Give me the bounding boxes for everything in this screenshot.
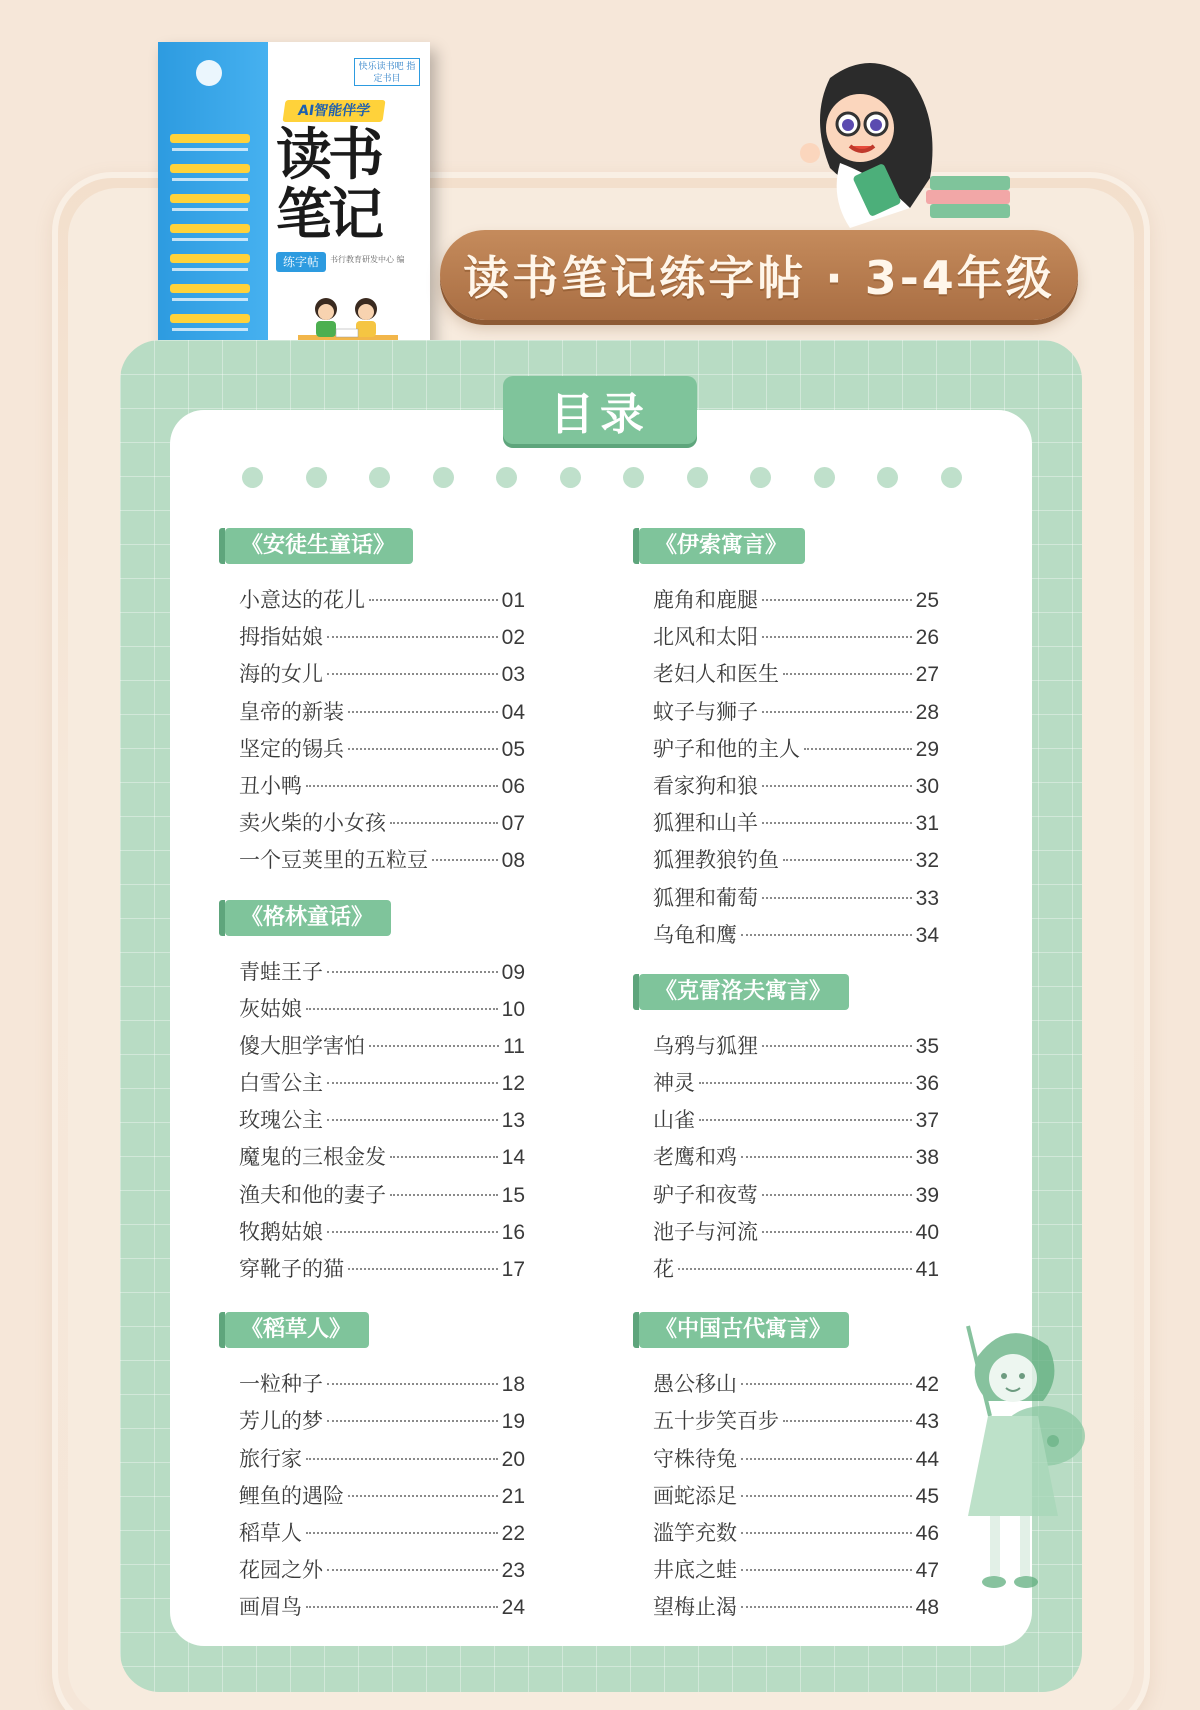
toc-entry[interactable] (239, 1141, 525, 1178)
entry-title: 山雀 (653, 1108, 695, 1133)
girl-reading-illustration (790, 58, 1010, 233)
entry-page-number: 43 (915, 1410, 939, 1434)
toc-entry[interactable] (653, 1443, 939, 1480)
dot-leader (762, 785, 912, 787)
entry-page-number: 33 (915, 886, 939, 910)
entry-page-number: 41 (915, 1258, 939, 1281)
entry-page-number: 28 (915, 700, 939, 724)
dot-leader (762, 711, 912, 713)
entry-page-number: 04 (501, 700, 525, 724)
toc-entry[interactable] (239, 1179, 525, 1216)
entry-page-number: 37 (915, 1109, 939, 1133)
dot-leader (741, 1458, 912, 1460)
toc-entry[interactable] (653, 1554, 939, 1591)
toc-entry[interactable] (239, 696, 525, 733)
entry-title: 坚定的锡兵 (239, 736, 344, 761)
entry-page-number: 01 (501, 589, 525, 612)
dot-leader (390, 1194, 498, 1196)
dot-leader (369, 599, 498, 601)
entry-page-number: 11 (503, 1034, 525, 1058)
entry-title: 滥竽充数 (653, 1520, 737, 1545)
dot-leader (327, 1082, 498, 1084)
entry-page-number: 12 (501, 1072, 525, 1096)
toc-entry[interactable] (239, 1405, 525, 1442)
toc-entry[interactable] (239, 733, 525, 770)
toc-entry[interactable] (653, 1104, 939, 1141)
toc-entry[interactable] (653, 1253, 939, 1290)
entry-title: 玫瑰公主 (239, 1108, 323, 1133)
entry-page-number: 02 (501, 626, 525, 650)
toc-entry[interactable] (653, 770, 939, 807)
dot-leader (348, 1268, 498, 1270)
toc-entry[interactable] (653, 1179, 939, 1216)
entry-title: 一粒种子 (239, 1372, 323, 1397)
entry-page-number: 34 (915, 923, 939, 947)
decorative-dots (242, 467, 962, 489)
entry-title: 鲤鱼的遇险 (239, 1483, 344, 1508)
toc-title: 目录 (550, 389, 650, 440)
section-heading: 《安徒生童话》 (225, 528, 413, 564)
entry-page-number: 22 (501, 1521, 525, 1545)
toc-entry[interactable] (239, 1216, 525, 1253)
toc-entry[interactable] (653, 1216, 939, 1253)
toc-entry[interactable] (239, 658, 525, 695)
entry-title: 望梅止渴 (653, 1595, 737, 1620)
entry-page-number: 06 (501, 774, 525, 798)
book-author: 书行教育研发中心 编 (330, 255, 405, 264)
dot-leader (369, 1045, 499, 1047)
dot-leader (762, 822, 912, 824)
entry-title: 愚公移山 (653, 1372, 737, 1397)
entry-page-number: 42 (915, 1373, 939, 1397)
painter-girl-illustration (948, 1306, 1088, 1606)
entry-page-number: 40 (915, 1220, 939, 1244)
entry-page-number: 38 (915, 1146, 939, 1170)
toc-entry[interactable] (653, 1480, 939, 1517)
book-badge: 快乐读书吧 指定书目 (354, 58, 420, 86)
entry-page-number: 46 (915, 1521, 939, 1545)
toc-entry[interactable] (653, 696, 939, 733)
entry-list (639, 1030, 939, 1290)
entry-page-number: 29 (915, 737, 939, 761)
dot-leader (390, 822, 498, 824)
dot-leader (327, 1119, 498, 1121)
entry-page-number: 13 (501, 1109, 525, 1133)
toc-entry[interactable] (653, 1067, 939, 1104)
entry-page-number: 31 (915, 812, 939, 836)
entry-title: 灰姑娘 (239, 996, 302, 1021)
toc-section (225, 528, 525, 882)
toc-entry[interactable] (239, 1030, 525, 1067)
entry-title: 乌鸦与狐狸 (653, 1033, 758, 1058)
dot-leader (699, 1119, 912, 1121)
toc-column-right (639, 528, 939, 1629)
dot-leader (327, 971, 498, 973)
toc-entry[interactable] (653, 919, 939, 956)
toc-section (639, 1312, 939, 1628)
entry-list (639, 1368, 939, 1628)
dot-leader (306, 1606, 498, 1608)
toc-entry[interactable] (239, 584, 525, 621)
entry-title: 牧鹅姑娘 (239, 1219, 323, 1244)
dot-leader (741, 1532, 912, 1534)
entry-page-number: 05 (501, 737, 525, 761)
entry-title: 海的女儿 (239, 662, 323, 687)
entry-list (225, 584, 525, 882)
section-heading: 《稻草人》 (225, 1312, 369, 1348)
dot-leader (741, 1156, 912, 1158)
entry-title: 稻草人 (239, 1520, 302, 1545)
toc-section (639, 528, 939, 956)
entry-title: 魔鬼的三根金发 (239, 1145, 386, 1170)
entry-title: 狐狸和山羊 (653, 811, 758, 836)
toc-entry[interactable] (653, 733, 939, 770)
entry-title: 五十步笑百步 (653, 1409, 779, 1434)
entry-page-number: 39 (915, 1183, 939, 1207)
toc-entry[interactable] (653, 1368, 939, 1405)
entry-page-number: 18 (501, 1373, 525, 1397)
entry-title: 芳儿的梦 (239, 1409, 323, 1434)
entry-page-number: 32 (915, 849, 939, 873)
entry-page-number: 25 (915, 589, 939, 612)
dot-leader (762, 897, 912, 899)
entry-title: 花 (653, 1257, 674, 1281)
entry-title: 傻大胆学害怕 (239, 1033, 365, 1058)
entry-page-number: 19 (501, 1410, 525, 1434)
book-ai-label: AI智能伴学 (282, 100, 385, 122)
entry-page-number: 09 (501, 960, 525, 984)
book-subtitle: 练字帖 (276, 252, 326, 272)
toc-entry[interactable] (239, 1554, 525, 1591)
book-title (276, 123, 426, 248)
entry-title: 旅行家 (239, 1446, 302, 1471)
entry-page-number: 47 (915, 1559, 939, 1583)
toc-entry[interactable] (239, 1067, 525, 1104)
dot-leader (762, 599, 912, 601)
toc-entry[interactable] (653, 1517, 939, 1554)
toc-entry[interactable] (239, 1480, 525, 1517)
toc-column-left (225, 528, 525, 1629)
entry-page-number: 20 (501, 1447, 525, 1471)
entry-title: 老鹰和鸡 (653, 1145, 737, 1170)
entry-title: 守株待兔 (653, 1446, 737, 1471)
dot-leader (348, 711, 498, 713)
section-heading: 《中国古代寓言》 (639, 1312, 849, 1348)
entry-page-number: 30 (915, 774, 939, 798)
entry-title: 狐狸和葡萄 (653, 885, 758, 910)
toc-entry[interactable] (239, 621, 525, 658)
toc-entry[interactable] (239, 1591, 525, 1628)
entry-page-number: 15 (501, 1183, 525, 1207)
entry-page-number: 45 (915, 1484, 939, 1508)
toc-entry[interactable] (239, 1517, 525, 1554)
toc-entry[interactable] (653, 844, 939, 881)
section-heading: 《克雷洛夫寓言》 (639, 974, 849, 1010)
entry-title: 花园之外 (239, 1558, 323, 1583)
dot-leader (783, 673, 912, 675)
book-title-line2: 笔记 (276, 183, 380, 248)
entry-page-number: 21 (501, 1484, 525, 1508)
entry-title: 驴子和他的主人 (653, 736, 800, 761)
dot-leader (306, 1008, 498, 1010)
toc-entry[interactable] (653, 807, 939, 844)
dot-leader (348, 1495, 498, 1497)
entry-page-number: 24 (501, 1596, 525, 1620)
entry-title: 白雪公主 (239, 1071, 323, 1096)
entry-title: 看家狗和狼 (653, 773, 758, 798)
toc-entry[interactable] (653, 1591, 939, 1628)
toc-entry[interactable] (239, 993, 525, 1030)
entry-title: 蚊子与狮子 (653, 699, 758, 724)
dot-leader (741, 1569, 912, 1571)
toc-entry[interactable] (239, 1443, 525, 1480)
dot-leader (741, 934, 912, 936)
entry-title: 驴子和夜莺 (653, 1182, 758, 1207)
page-title: 读书笔记练字帖 · 3-4年级 (463, 251, 1055, 305)
entry-title: 画蛇添足 (653, 1483, 737, 1508)
entry-title: 皇帝的新装 (239, 699, 344, 724)
entry-page-number: 16 (501, 1220, 525, 1244)
section-heading: 《伊索寓言》 (639, 528, 805, 564)
toc-header (503, 376, 697, 444)
dot-leader (699, 1082, 912, 1084)
toc-entry[interactable] (653, 658, 939, 695)
entry-page-number: 07 (501, 812, 525, 836)
dot-leader (762, 1045, 912, 1047)
entry-page-number: 35 (915, 1034, 939, 1058)
toc-entry[interactable] (239, 956, 525, 993)
book-title-line1: 读书 (276, 123, 380, 188)
dot-leader (348, 748, 498, 750)
entry-page-number: 23 (501, 1559, 525, 1583)
toc-entry[interactable] (239, 807, 525, 844)
entry-page-number: 27 (915, 663, 939, 687)
entry-page-number: 03 (501, 663, 525, 687)
dot-leader (762, 636, 912, 638)
dot-leader (327, 1383, 498, 1385)
toc-entry[interactable] (239, 1104, 525, 1141)
dot-leader (327, 1420, 498, 1422)
dot-leader (762, 1231, 912, 1233)
entry-title: 一个豆荚里的五粒豆 (239, 848, 428, 873)
toc-entry[interactable] (239, 770, 525, 807)
publisher-logo-icon (196, 60, 222, 86)
dot-leader (804, 748, 912, 750)
dot-leader (327, 1569, 498, 1571)
entry-title: 丑小鸭 (239, 773, 302, 798)
dot-leader (390, 1156, 498, 1158)
toc-entry[interactable] (239, 844, 525, 881)
dot-leader (327, 1231, 498, 1233)
toc-entry[interactable] (239, 1253, 525, 1290)
entry-list (225, 956, 525, 1291)
entry-page-number: 08 (501, 849, 525, 873)
entry-title: 鹿角和鹿腿 (653, 588, 758, 612)
entry-page-number: 26 (915, 626, 939, 650)
entry-title: 穿靴子的猫 (239, 1257, 344, 1281)
entry-title: 北风和太阳 (653, 625, 758, 650)
entry-page-number: 36 (915, 1072, 939, 1096)
entry-title: 井底之蛙 (653, 1558, 737, 1583)
entry-page-number: 44 (915, 1447, 939, 1471)
entry-title: 拇指姑娘 (239, 625, 323, 650)
entry-title: 渔夫和他的妻子 (239, 1182, 386, 1207)
toc-entry[interactable] (653, 1141, 939, 1178)
entry-page-number: 14 (501, 1146, 525, 1170)
dot-leader (762, 1194, 912, 1196)
dot-leader (678, 1268, 912, 1270)
entry-title: 老妇人和医生 (653, 662, 779, 687)
entry-title: 池子与河流 (653, 1219, 758, 1244)
toc-entry[interactable] (653, 882, 939, 919)
section-heading: 《格林童话》 (225, 900, 391, 936)
dot-leader (783, 1420, 912, 1422)
entry-title: 小意达的花儿 (239, 588, 365, 612)
entry-page-number: 17 (501, 1258, 525, 1281)
entry-list (639, 584, 939, 956)
toc-entry[interactable] (653, 621, 939, 658)
dot-leader (306, 1532, 498, 1534)
dot-leader (783, 859, 912, 861)
toc-section (225, 1312, 525, 1628)
toc-section (225, 900, 525, 1291)
dot-leader (327, 673, 498, 675)
toc-entry[interactable] (239, 1368, 525, 1405)
page-title-banner (440, 230, 1078, 320)
entry-list (225, 1368, 525, 1628)
toc-entry[interactable] (653, 1030, 939, 1067)
entry-title: 神灵 (653, 1071, 695, 1096)
dot-leader (327, 636, 498, 638)
entry-title: 狐狸教狼钓鱼 (653, 848, 779, 873)
toc-entry[interactable] (653, 584, 939, 621)
entry-title: 乌龟和鹰 (653, 922, 737, 947)
dot-leader (741, 1606, 912, 1608)
entry-title: 青蛙王子 (239, 959, 323, 984)
dot-leader (432, 859, 498, 861)
toc-entry[interactable] (653, 1405, 939, 1442)
entry-title: 画眉鸟 (239, 1595, 302, 1620)
dot-leader (306, 1458, 498, 1460)
entry-title: 卖火柴的小女孩 (239, 811, 386, 836)
toc-section (639, 974, 939, 1290)
dot-leader (741, 1383, 912, 1385)
dot-leader (741, 1495, 912, 1497)
dot-leader (306, 785, 498, 787)
entry-page-number: 48 (915, 1596, 939, 1620)
entry-page-number: 10 (501, 997, 525, 1021)
